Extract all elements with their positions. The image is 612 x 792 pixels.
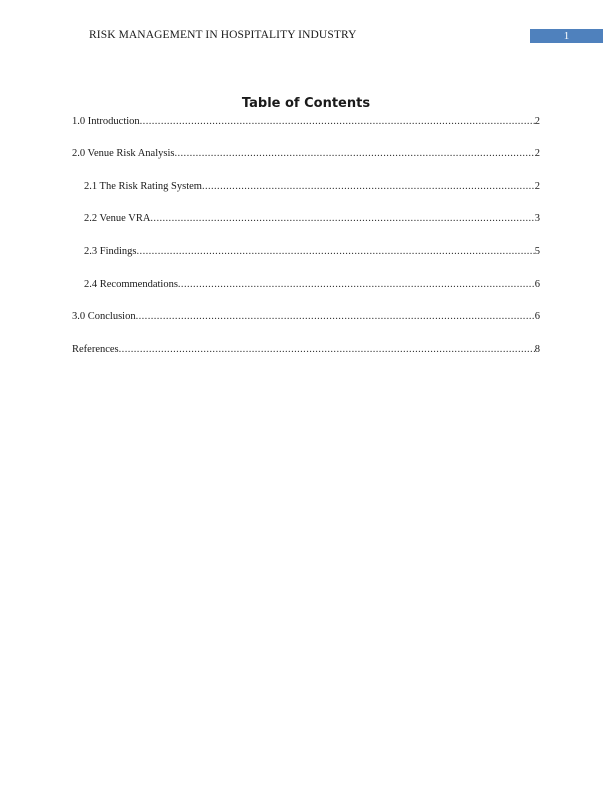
toc-entry-label: 2.1 The Risk Rating System (84, 181, 202, 192)
toc-heading: Table of Contents (241, 96, 371, 111)
toc-dot-leader (202, 180, 535, 194)
toc-dot-leader (150, 212, 534, 226)
toc-dot-leader (136, 310, 535, 324)
toc-entry-page: 6 (534, 311, 540, 322)
toc-entry-label: 3.0 Conclusion (72, 311, 136, 322)
toc-entry-label: References (72, 344, 119, 355)
toc-entry-findings[interactable] (84, 245, 540, 259)
toc-dot-leader (137, 245, 535, 259)
toc-entry-page: 2 (534, 181, 540, 192)
toc-entry-page: 6 (534, 279, 540, 290)
toc-entry-page: 2 (534, 116, 540, 127)
toc-dot-leader (174, 147, 534, 161)
toc-entry-label: 2.4 Recommendations (84, 279, 178, 290)
toc-entry-venue-risk-analysis[interactable] (72, 147, 540, 161)
toc-entry-page: 5 (534, 246, 540, 257)
toc-entry-page: 3 (534, 213, 540, 224)
toc-entry-venue-vra[interactable] (84, 212, 540, 226)
toc-entry-label: 1.0 Introduction (72, 116, 140, 127)
toc-entry-conclusion[interactable] (72, 310, 540, 324)
page-number-badge: 1 (530, 29, 603, 43)
toc-entry-risk-rating-system[interactable] (84, 180, 540, 194)
toc-entry-introduction[interactable] (72, 115, 540, 129)
running-header-title: RISK MANAGEMENT IN HOSPITALITY INDUSTRY (89, 29, 357, 41)
toc-entry-label: 2.3 Findings (84, 246, 137, 257)
toc-entry-label: 2.0 Venue Risk Analysis (72, 148, 175, 159)
toc-dot-leader (178, 278, 535, 292)
toc-dot-leader (119, 343, 535, 357)
toc-entry-page: 2 (534, 148, 540, 159)
toc-entry-page: 8 (534, 344, 540, 355)
toc-entry-references[interactable] (72, 343, 540, 357)
toc-entry-recommendations[interactable] (84, 278, 540, 292)
toc-entry-label: 2.2 Venue VRA (84, 213, 151, 224)
toc-dot-leader (140, 115, 535, 129)
